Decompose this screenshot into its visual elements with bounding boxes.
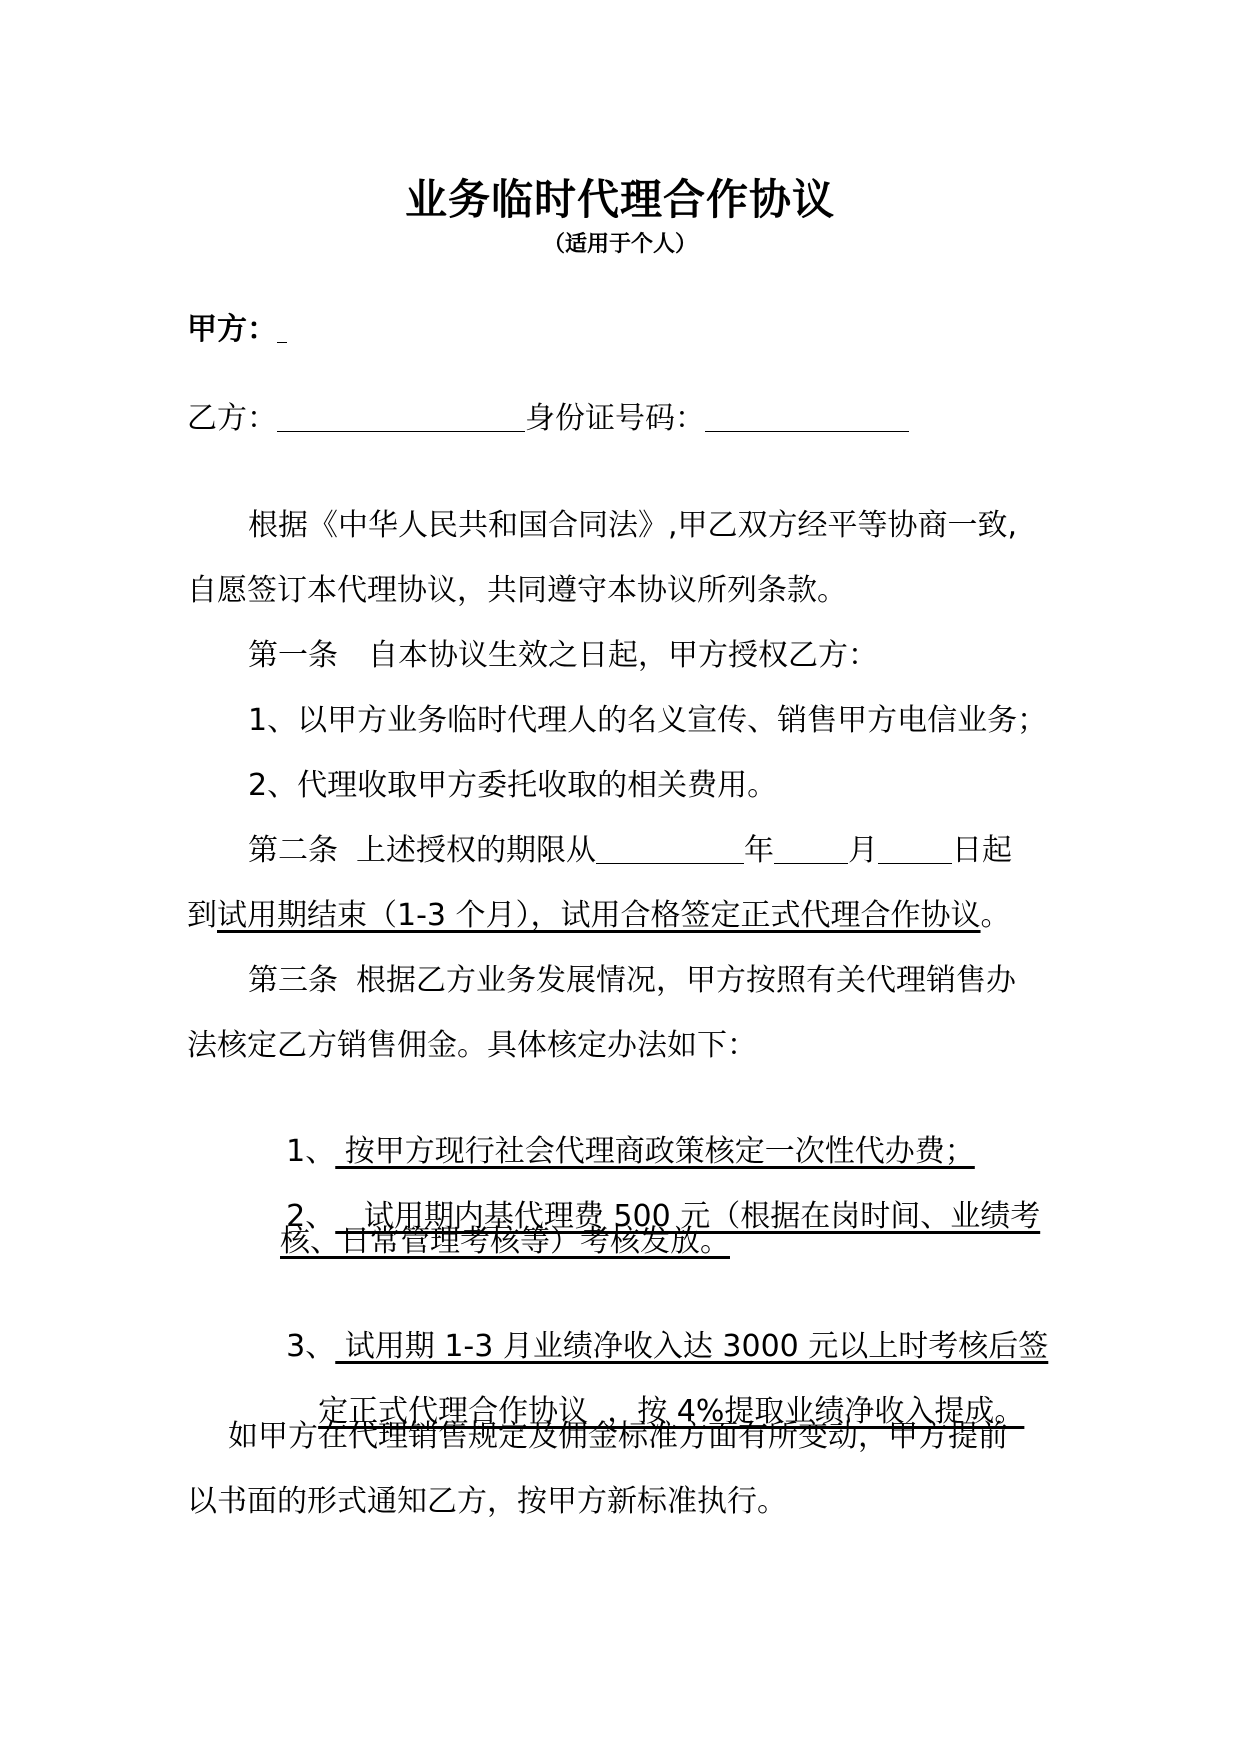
party-b-label: 乙方：	[187, 401, 277, 436]
year-blank	[596, 833, 744, 864]
article-3-line-2: 法核定乙方销售佣金。具体核定办法如下：	[187, 1028, 757, 1063]
party-a-label: 甲方：	[187, 312, 277, 347]
document-subtitle: （适用于个人）	[542, 232, 697, 257]
article-2-end: 。	[980, 898, 1011, 933]
day-label: 日起	[952, 833, 1012, 868]
article-2-line-2	[187, 896, 1011, 936]
closing-line-1: 如甲方在代理销售规定及佣金标准方面有所变动，甲方提前	[228, 1419, 1008, 1454]
party-a-line	[187, 310, 287, 350]
intro-line-1: 根据《中华人民共和国合同法》,甲乙双方经平等协商一致,	[248, 508, 1018, 543]
article-1-item-2: 2、代理收取甲方委托收取的相关费用。	[248, 768, 778, 803]
article-3-item-3	[248, 1287, 1049, 1364]
closing-line-2: 以书面的形式通知乙方，按甲方新标准执行。	[187, 1484, 787, 1519]
article-1-line	[248, 636, 878, 676]
article-3-item-2	[248, 1157, 1041, 1234]
article-3-heading: 第三条	[248, 963, 338, 998]
item-number: 2、	[286, 1199, 336, 1234]
article-2-heading: 第二条	[248, 833, 338, 868]
article-2-prefix: 到	[187, 898, 217, 933]
item-text: 按甲方现行社会代理商政策核定一次性代办费；	[335, 1134, 975, 1169]
document-title: 业务临时代理合作协议	[404, 175, 835, 224]
month-blank	[774, 833, 848, 864]
party-b-line	[187, 399, 909, 439]
article-3-item-2-cont	[280, 1222, 730, 1262]
article-2-trial-period: 试用期结束（1-3 个月），试用合格签定正式代理合作协议	[217, 898, 981, 933]
item-number: 3、	[286, 1329, 336, 1364]
item-text: 试用期内基代理费 500 元（根据在岗时间、业绩考	[335, 1199, 1041, 1234]
article-1-text: 自本协议生效之日起，甲方授权乙方：	[368, 638, 878, 673]
id-number-label: 身份证号码：	[525, 401, 705, 436]
article-1-item-1: 1、以甲方业务临时代理人的名义宣传、销售甲方电信业务；	[248, 703, 1048, 738]
id-number-blank	[705, 401, 909, 432]
party-a-blank	[277, 312, 287, 343]
item-text-continued: 核、日常管理考核等）考核发放。	[280, 1224, 730, 1259]
article-2-line-1	[248, 831, 1012, 871]
article-2-text: 上述授权的期限从	[356, 833, 596, 868]
item-text: 试用期 1-3 月业绩净收入达 3000 元以上时考核后签	[335, 1329, 1049, 1364]
article-3-line-1	[248, 961, 1016, 1001]
item-number: 1、	[286, 1134, 336, 1169]
intro-line-2: 自愿签订本代理协议，共同遵守本协议所列条款。	[187, 573, 847, 608]
article-3-item-3-cont	[280, 1352, 1025, 1429]
month-label: 月	[848, 833, 878, 868]
item-text-continued: 定正式代理合作协议 ，按 4%提取业绩净收入提成。	[318, 1394, 1025, 1429]
day-blank	[878, 833, 952, 864]
article-3-item-1	[248, 1092, 975, 1169]
party-b-name-blank	[277, 401, 525, 432]
year-label: 年	[744, 833, 774, 868]
article-3-text: 根据乙方业务发展情况，甲方按照有关代理销售办	[356, 963, 1016, 998]
article-1-heading: 第一条	[248, 638, 338, 673]
